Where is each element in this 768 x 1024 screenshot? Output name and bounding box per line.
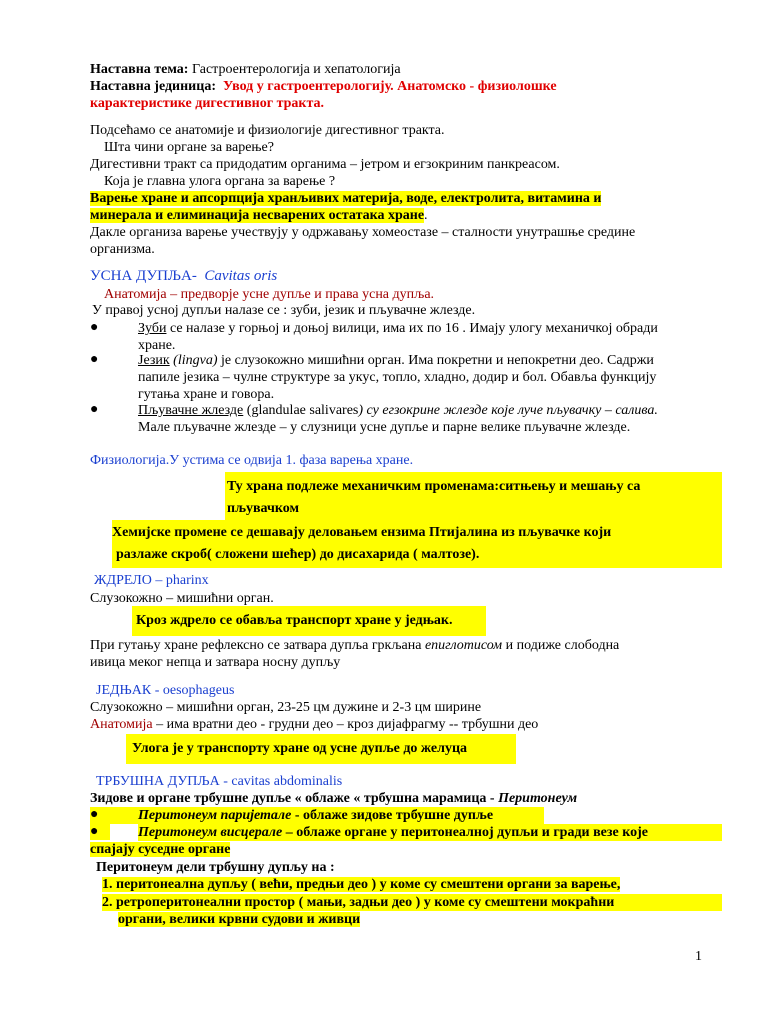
division-item-1: 1. перитонеална дупљу ( већи, предњи део ) у коме су смештени органи за варење, bbox=[102, 877, 621, 892]
unit-label: Наставна јединица: bbox=[90, 79, 216, 94]
mechanical-changes-box: Ту храна подлеже механичким променама:ситњењу и мешању са пљувачком bbox=[90, 472, 722, 524]
esophagus-desc: Слузокожно – мишићни орган, 23-25 цм дужине и 2-3 цм ширине bbox=[90, 700, 482, 715]
homeostasis-para: Дакле организа варење учествују у одржавању хомеостазе – сталности унутрашње средине bbox=[90, 225, 636, 240]
division-item-2: 2. ретроперитонеални простор ( мањи, задњи део ) у коме су смештени мокраћни органи, велики крвни судови и живци bbox=[90, 894, 722, 928]
topic-value: Гастроентерологија и хепатологија bbox=[188, 62, 401, 77]
unit-value: Увод у гастроентерологију. Анатомско - физиолошке bbox=[222, 79, 557, 94]
intro-question-2: Која је главна улога органа за варење ? bbox=[104, 174, 336, 189]
digestion-role-highlight: Варење хране и апсорпција хранљивих материја, воде, електролита, витамина и bbox=[90, 191, 602, 206]
oral-anatomy: Анатомија – предворје усне дупље и права усна дупља. bbox=[104, 287, 435, 302]
topic-label: Наставна тема: bbox=[90, 62, 189, 77]
bullet-icon: ● bbox=[90, 807, 99, 822]
abdomen-title: ТРБУШНА ДУПЉА - cavitas abdominalis bbox=[96, 774, 343, 789]
unit-value-cont: карактеристике дигестивног тракта. bbox=[90, 96, 325, 111]
peritoneum-parietale-item: ● Перитонеум паријетале - облаже зидове трбушне дупље bbox=[90, 807, 544, 824]
esophagus-anatomy: Анатомија – има вратни део - грудни део – кроз дијафрагму -- трбушни део bbox=[90, 717, 539, 732]
intro-line-1: Подсећамо се анатомије и физиологије дигестивног тракта. bbox=[90, 123, 445, 138]
intro-question-1: Шта чини органе за варење? bbox=[104, 140, 274, 155]
pharynx-desc: Слузокожно – мишићни орган. bbox=[90, 591, 274, 606]
bullet-icon: ● bbox=[90, 352, 99, 367]
topic-line bbox=[90, 61, 722, 78]
esophagus-title: ЈЕДЊАК - oesophageus bbox=[96, 683, 235, 698]
oral-physiology: Физиологија.У устима се одвија 1. фаза варења хране. bbox=[90, 453, 414, 468]
oral-intro: У правој усној дупљи налазе се : зуби, језик и пљувачне жлезде. bbox=[92, 303, 476, 318]
digestion-role-highlight-2: минерала и елиминација несварених остатака хране. bbox=[90, 208, 428, 223]
bullet-icon: ● bbox=[90, 320, 99, 335]
homeostasis-para-2: организма. bbox=[90, 242, 155, 257]
esophagus-role-box: Улога је у транспорту хране од усне дупље до желуца bbox=[90, 734, 722, 764]
list-item-tongue: ● Језик (lingva) је слузокожно мишићни орган. Има покретни и непокретни део. Садржи папиле језика – чулне структуре за укус, топло, хладно, додир и бол. Обавља функцију гутања хране и говора. bbox=[90, 352, 657, 402]
pharynx-title: ЖДРЕЛО – pharinx bbox=[94, 573, 209, 588]
swallowing-para: При гутању хране рефлексно се затвара дупља гркљана епиглотисом и подиже слободна bbox=[90, 638, 620, 653]
chemical-changes-box: Хемијске промене се дешавају деловањем ензима Птијалина из пљувачке који разлаже скроб( сложени шећер) до дисахарида ( малтозе). bbox=[90, 520, 722, 568]
bullet-icon: ● bbox=[90, 824, 110, 840]
list-item-salivary-glands: ● Пљувачне жлезде (glandulae salivares) су егзокрине жлезде које луче пљувачку – салива. Мале пљувачне жлезде – у слузници усне дупље и парне велике пљувачне жлезде. bbox=[90, 402, 658, 435]
swallowing-para-2: ивица меког непца и затвара носну дупљу bbox=[90, 655, 341, 670]
list-item-teeth: ● Зуби се налазе у горњој и доњој вилици, има их по 16 . Имају улогу механичкој обради хране. bbox=[90, 320, 658, 353]
unit-line bbox=[90, 78, 722, 95]
intro-line-3: Дигестивни тракт са придодатим органима – јетром и егзокриним панкреасом. bbox=[90, 157, 560, 172]
bullet-icon: ● bbox=[90, 402, 99, 417]
peritoneum-intro: Зидове и органе трбушне дупље « облаже « трбушна марамица - Перитонеум bbox=[90, 791, 578, 806]
oral-cavity-title: УСНА ДУПЉА- Cavitas oris bbox=[90, 268, 278, 284]
peritoneum-divides: Перитонеум дели трбушну дупљу на : bbox=[96, 860, 335, 875]
peritoneum-viscerale-item: ● Перитонеум висцерале – облаже органе у перитонеалној дупљи и гради везе које спајају суседне органе bbox=[90, 824, 722, 858]
page-number: 1 bbox=[695, 949, 702, 964]
pharynx-transport-box: Кроз ждрело се обавља транспорт хране у једњак. bbox=[90, 606, 722, 636]
